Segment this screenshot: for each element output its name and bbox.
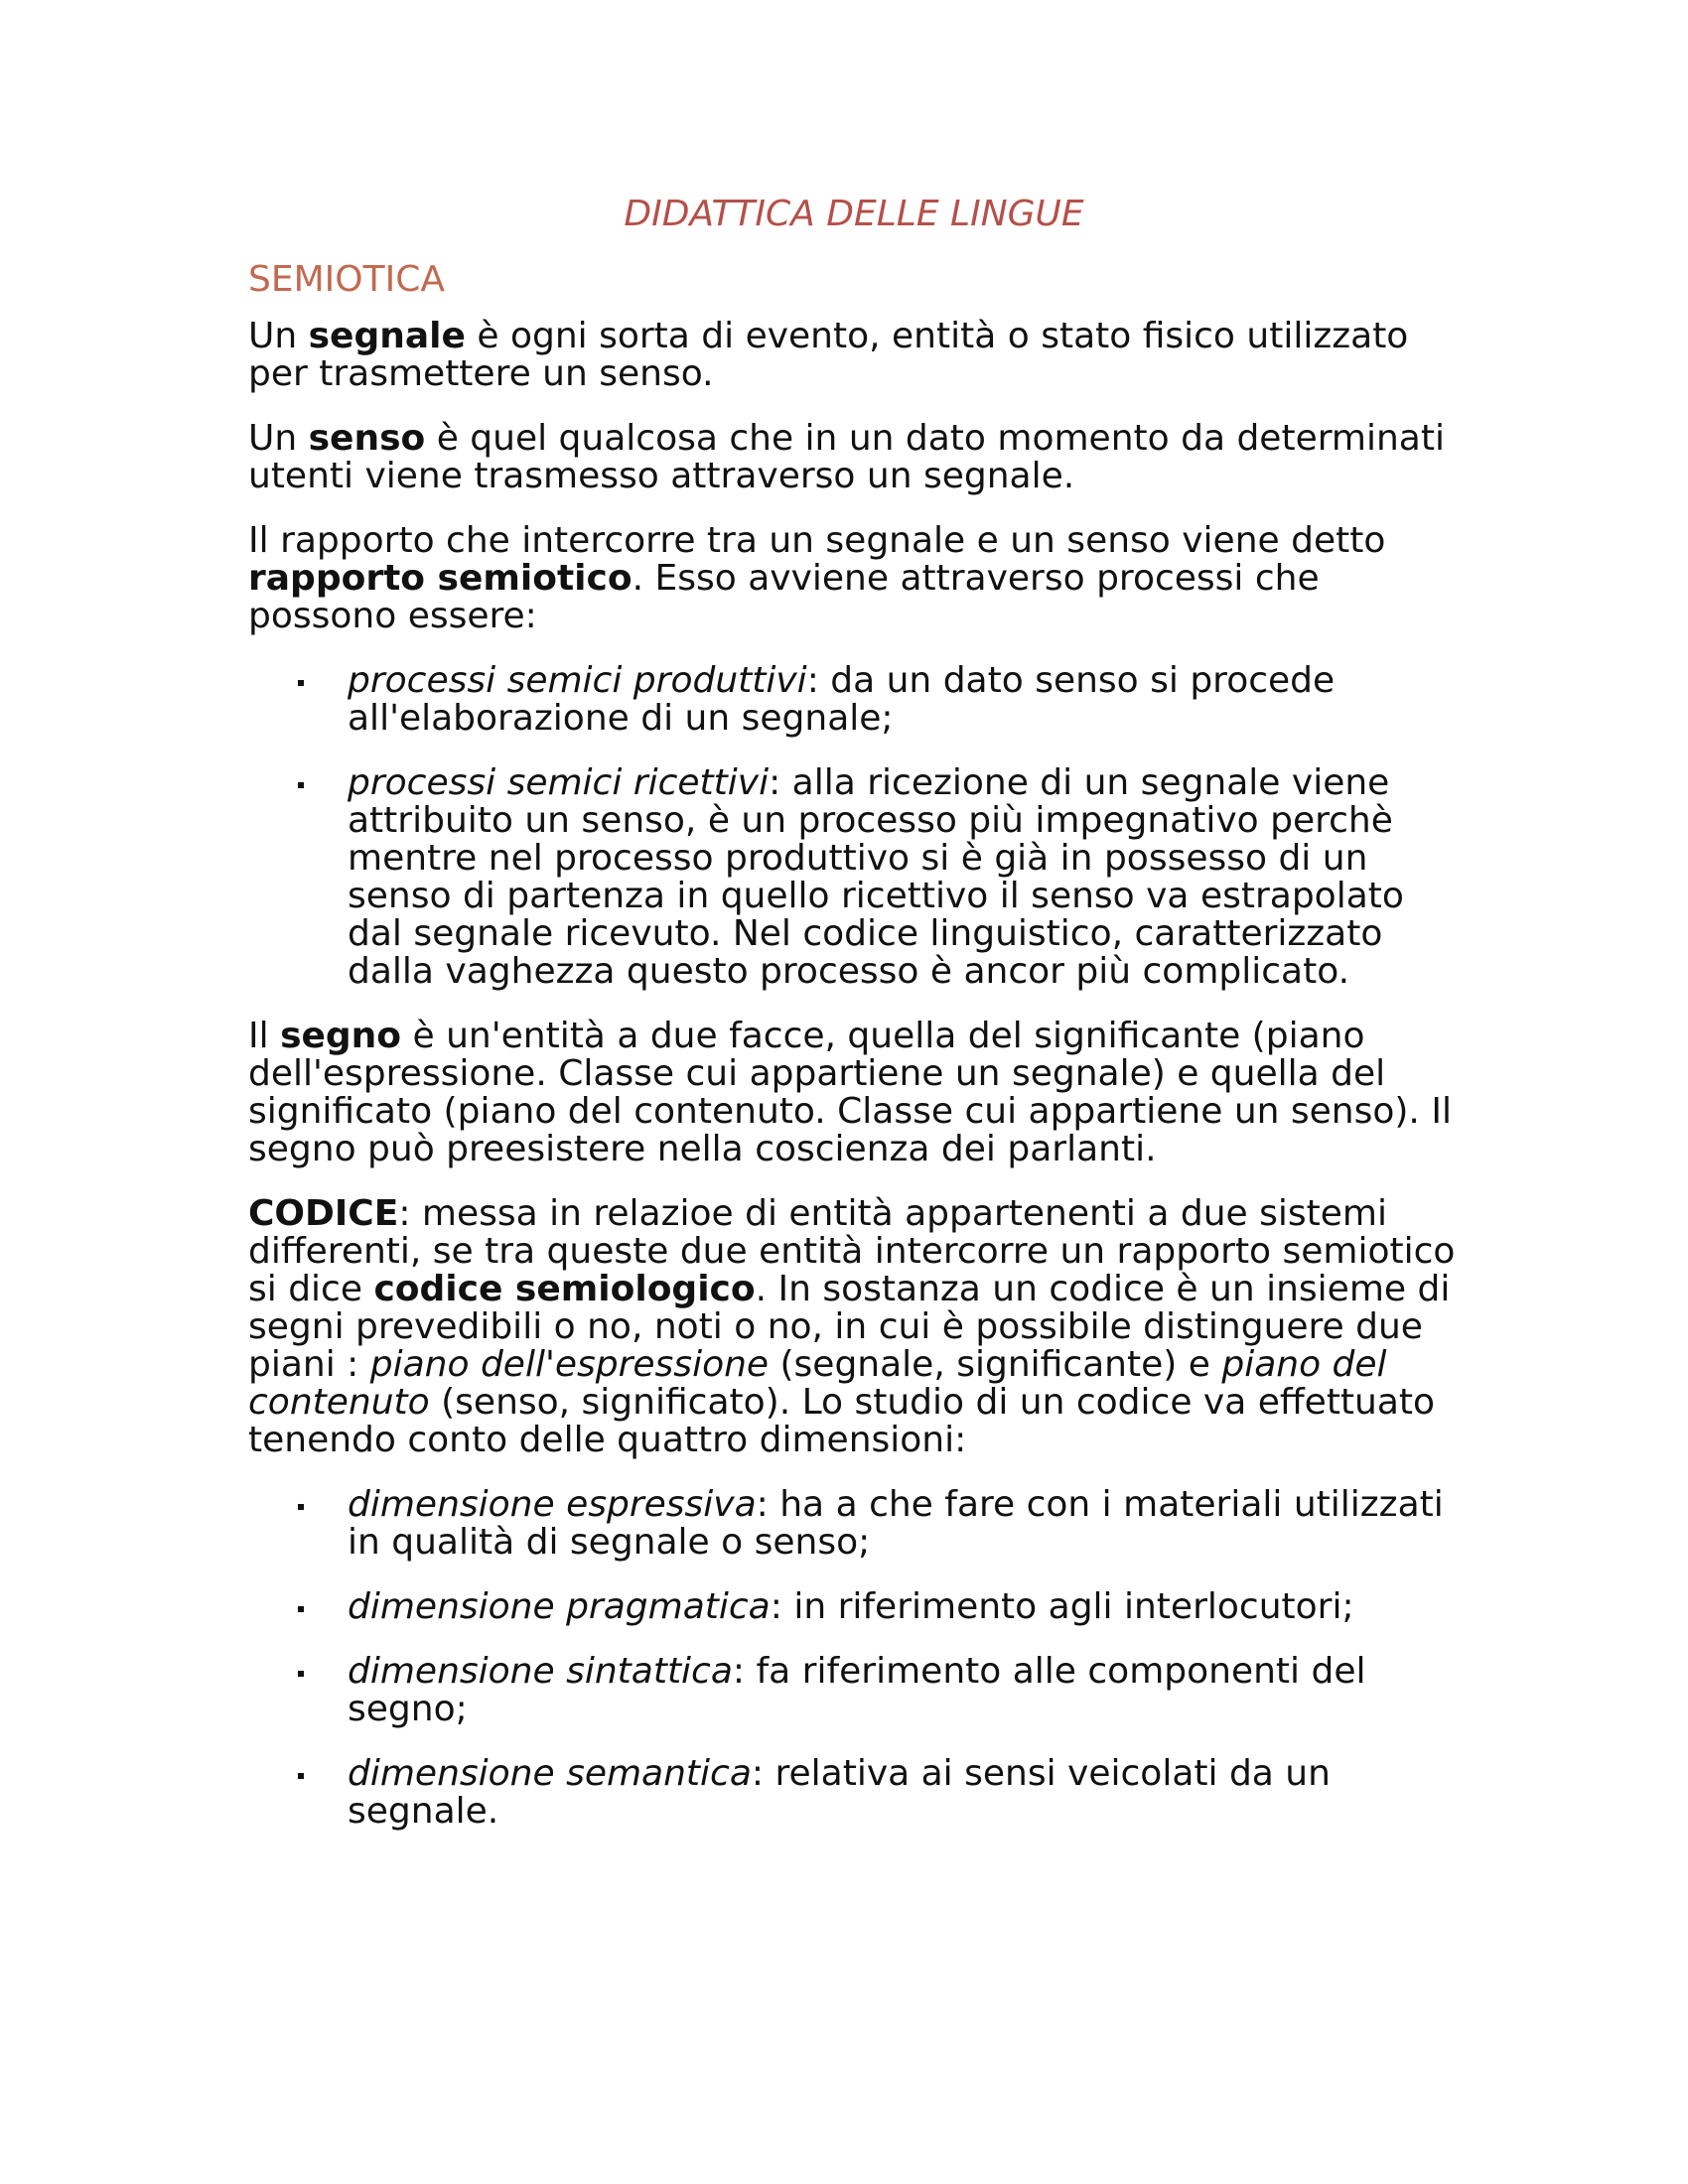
list-item-text: : in riferimento agli interlocutori; bbox=[770, 1586, 1354, 1627]
text-run: è un'entità a due facce, quella del significante (piano dell'espressione. Classe cui appartiene un segnale) e quella del significato (piano del contenuto. Classe cui appartiene un senso). Il segno può preesistere nella coscienza dei parlanti. bbox=[248, 1016, 1452, 1169]
paragraph-segnale bbox=[248, 318, 1460, 393]
text-run: Il rapporto che intercorre tra un segnale e un senso viene detto bbox=[248, 520, 1386, 561]
document-title: DIDATTICA DELLE LINGUE bbox=[624, 194, 1084, 234]
bullet-icon bbox=[298, 1606, 304, 1612]
section-heading: SEMIOTICA bbox=[248, 259, 445, 300]
list-item-text: : relativa ai sensi veicolati da un segnale. bbox=[348, 1753, 1331, 1832]
list-item-term: processi semici ricettivi bbox=[348, 762, 770, 803]
text-run: (senso, significato). Lo studio di un codice va effettuato tenendo conto delle quattro dimensioni: bbox=[248, 1382, 1436, 1460]
list-item-text: : fa riferimento alle componenti del segno; bbox=[348, 1651, 1366, 1729]
text-run: (segnale, significante) e bbox=[769, 1344, 1222, 1385]
text-run: . Esso avviene attraverso processi che possono essere: bbox=[248, 558, 1320, 636]
term-codice: CODICE bbox=[248, 1193, 399, 1234]
list-item-term: dimensione pragmatica bbox=[348, 1586, 771, 1627]
text-run: Un bbox=[248, 316, 309, 356]
list-item-term: dimensione sintattica bbox=[348, 1651, 733, 1692]
list-item bbox=[348, 1588, 1460, 1626]
list-item-text: : da un dato senso si procede all'elaborazione di un segnale; bbox=[348, 660, 1336, 739]
term-piano-espressione: piano dell'espressione bbox=[369, 1344, 770, 1385]
list-item-term: processi semici produttivi bbox=[348, 660, 807, 701]
list-item-text: : ha a che fare con i materiali utilizzati in qualità di segnale o senso; bbox=[348, 1484, 1444, 1563]
list-item bbox=[348, 1755, 1460, 1831]
list-item bbox=[348, 764, 1460, 991]
bullet-icon bbox=[298, 1504, 304, 1510]
list-item-term: dimensione espressiva bbox=[348, 1484, 757, 1525]
list-item bbox=[348, 1486, 1460, 1562]
text-run: . In sostanza un codice è un insieme di segni prevedibili o no, noti o no, in cui è possibile distinguere due piani : bbox=[248, 1269, 1451, 1385]
paragraph-rapporto-semiotico bbox=[248, 522, 1460, 635]
term-segnale: segnale bbox=[308, 316, 466, 356]
bullet-icon bbox=[298, 680, 304, 686]
text-run: è ogni sorta di evento, entità o stato fisico utilizzato per trasmettere un senso. bbox=[248, 316, 1409, 394]
text-run: Il bbox=[248, 1016, 281, 1056]
paragraph-segno bbox=[248, 1018, 1460, 1168]
list-item bbox=[348, 662, 1460, 738]
bullet-icon bbox=[298, 1773, 304, 1779]
list-item bbox=[348, 1653, 1460, 1728]
term-rapporto-semiotico: rapporto semiotico bbox=[248, 558, 633, 599]
dimensioni-list bbox=[248, 1486, 1460, 1831]
text-run: è quel qualcosa che in un dato momento da determinati utenti viene trasmesso attraverso un segnale. bbox=[248, 418, 1445, 496]
term-senso: senso bbox=[308, 418, 426, 459]
document-body bbox=[248, 189, 1460, 1857]
term-codice-semiologico: codice semiologico bbox=[373, 1269, 756, 1309]
bullet-icon bbox=[298, 782, 304, 788]
text-run: : messa in relazioe di entità appartenenti a due sistemi differenti, se tra queste due entità intercorre un rapporto semiotico si dice bbox=[248, 1193, 1456, 1309]
term-segno: segno bbox=[280, 1016, 402, 1056]
paragraph-codice bbox=[248, 1195, 1460, 1459]
paragraph-senso bbox=[248, 420, 1460, 495]
term-piano-contenuto: piano del contenuto bbox=[248, 1344, 1387, 1423]
list-item-term: dimensione semantica bbox=[348, 1753, 752, 1794]
processi-list bbox=[248, 662, 1460, 991]
text-run: Un bbox=[248, 418, 309, 459]
list-item-text: : alla ricezione di un segnale viene attribuito un senso, è un processo più impegnativo perchè mentre nel processo produttivo si è già in possesso di un senso di partenza in quello ricettivo il senso va estrapolato dal segnale ricevuto. Nel codice linguistico, caratterizzato dalla vaghezza questo processo è ancor più complicato. bbox=[348, 762, 1404, 992]
bullet-icon bbox=[298, 1671, 304, 1677]
